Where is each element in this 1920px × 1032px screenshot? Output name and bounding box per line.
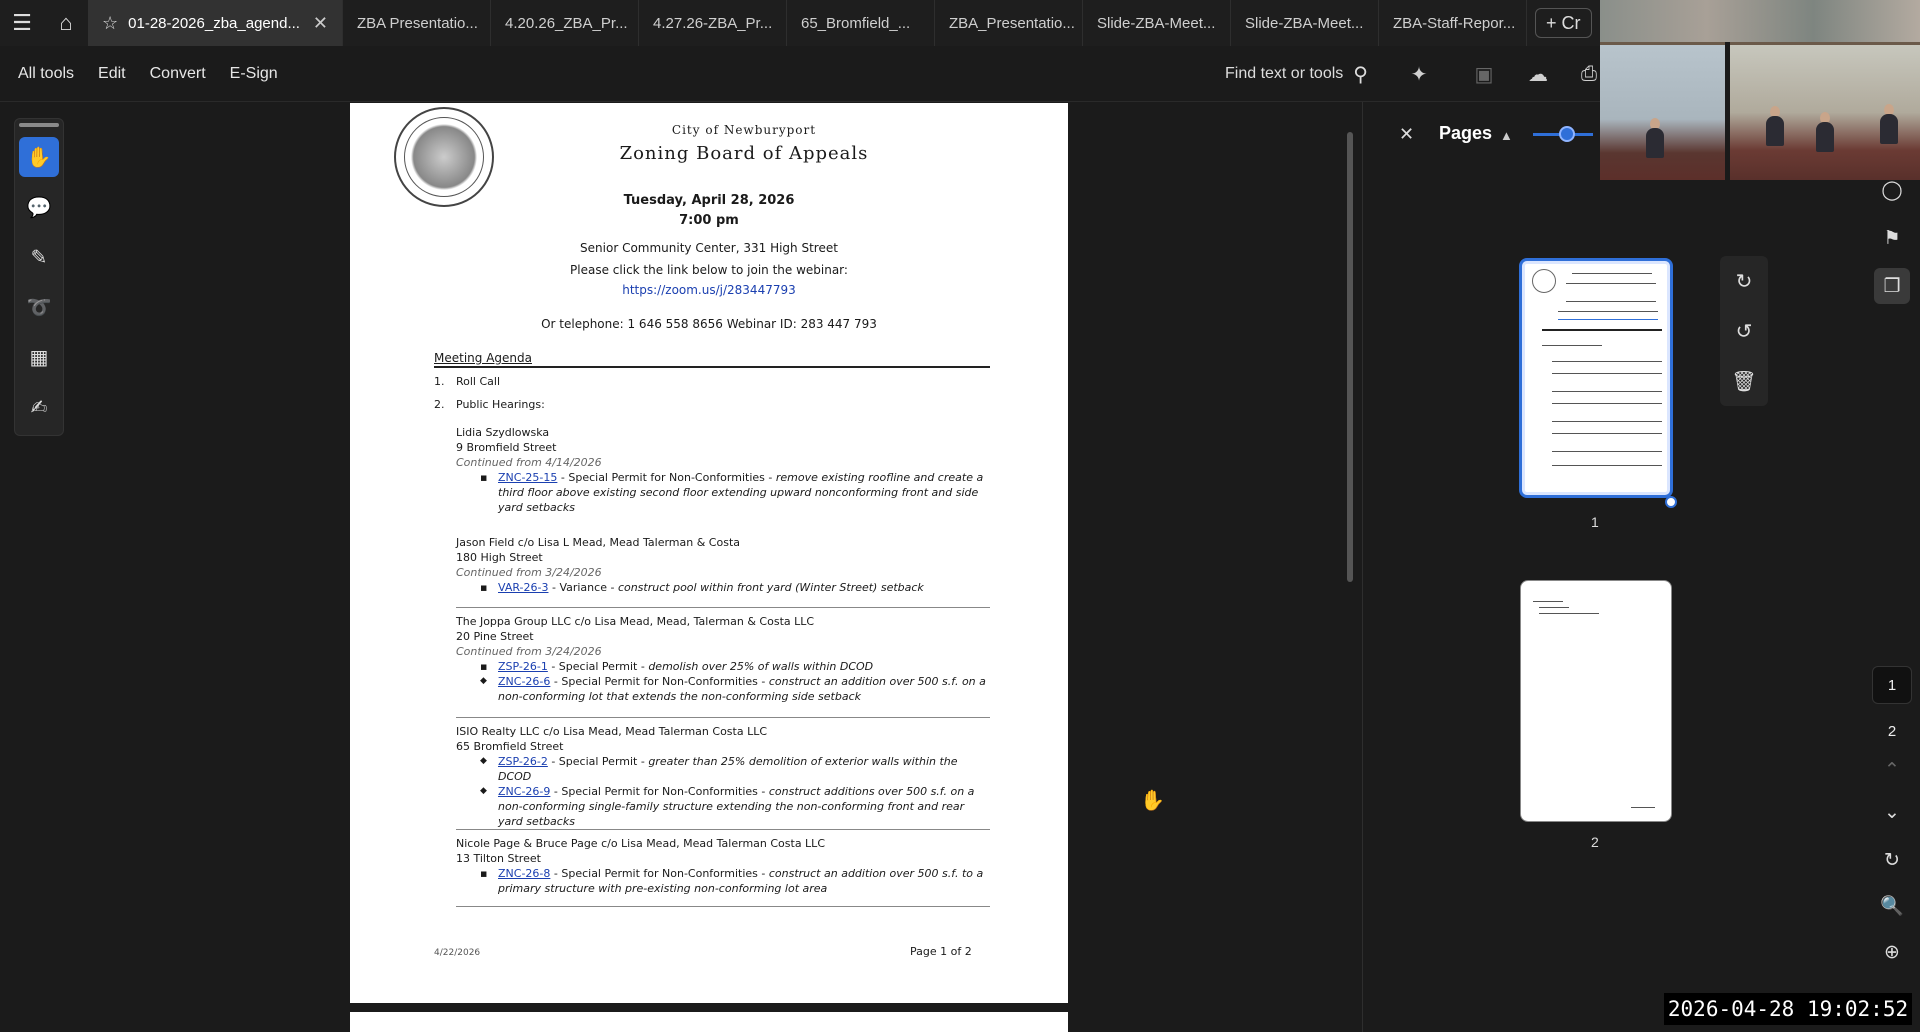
pages-panel (1363, 102, 1855, 1032)
refresh-icon[interactable]: ↻ (1884, 849, 1900, 871)
rotate-counterclockwise-icon[interactable]: ↺ (1735, 320, 1753, 343)
ai-assistant-icon[interactable]: ✦ (1410, 63, 1428, 86)
tab-document[interactable] (787, 0, 935, 46)
meeting-date: Tuesday, April 28, 2026 (623, 193, 795, 208)
hearing-entry (456, 836, 990, 896)
tab-document[interactable] (1379, 0, 1527, 46)
case-type: - Special Permit - (547, 755, 649, 768)
applicant-name: The Joppa Group LLC c/o Lisa Mead, Mead, Talerman & Costa LLC (456, 615, 815, 628)
applicant-name: Lidia Szydlowska (456, 426, 550, 439)
thumb-seal (1532, 269, 1556, 293)
item-number: 1. (434, 375, 445, 388)
thumb-line (1542, 329, 1662, 331)
meeting-time: 7:00 pm (679, 213, 739, 228)
page-thumbnail-1[interactable] (1519, 258, 1673, 498)
board-name: Zoning Board of Appeals (619, 143, 869, 164)
page-number[interactable]: 2 (1887, 722, 1897, 740)
tab-document[interactable] (935, 0, 1083, 46)
upload-cloud-icon[interactable]: ☁ (1528, 63, 1548, 86)
thumb-line (1552, 451, 1662, 452)
highlight-pen-icon[interactable]: ✎ (30, 246, 48, 269)
thumb-line (1552, 361, 1662, 362)
case-code-link[interactable]: VAR-26-3 (498, 581, 549, 594)
lasso-draw-icon[interactable]: ➰ (26, 296, 52, 319)
menu-convert[interactable]: Convert (149, 64, 206, 82)
case-type: - Variance - (548, 581, 618, 594)
tab-title: ZBA-Staff-Repor... (1393, 14, 1516, 32)
delete-page-icon[interactable]: 🗑 (1731, 370, 1757, 393)
case-type: - Special Permit for Non-Conformities - (557, 471, 776, 484)
thumb-line (1552, 421, 1662, 422)
close-tab-icon[interactable]: ✕ (312, 12, 328, 33)
tab-document[interactable] (343, 0, 491, 46)
menu-edit[interactable]: Edit (98, 64, 126, 82)
participant (1646, 128, 1664, 158)
thumbnail-tools (1720, 256, 1768, 406)
join-instructions: Please click the link below to join the webinar: (570, 263, 848, 277)
video-timestamp: 2026-04-28 19:02:52 (1664, 993, 1912, 1025)
left-tools-rail (14, 118, 64, 436)
participant (1766, 116, 1784, 146)
page-search-icon[interactable]: 🔍 (1880, 896, 1904, 917)
star-icon[interactable]: ☆ (102, 12, 119, 33)
panel-options-icon[interactable]: ▲ (1500, 128, 1513, 143)
case-description: construct an addition over 500 s.f. to a primary structure with pre-existing non-conforming lot area (498, 867, 984, 895)
hearing-bullet (480, 580, 990, 595)
page-down-icon[interactable]: ⌄ (1884, 801, 1900, 823)
phone-info: Or telephone: 1 646 558 8656 Webinar ID: 283 447 793 (541, 317, 877, 331)
applicant-address: 65 Bromfield Street (456, 740, 564, 753)
video-strip-top (1600, 0, 1920, 42)
tab-title: 4.27.26-ZBA_Pr... (653, 14, 773, 32)
case-description: construct pool within front yard (Winter Street) setback (617, 581, 924, 594)
home-icon[interactable]: ⌂ (59, 10, 73, 35)
applicant-name: Nicole Page & Bruce Page c/o Lisa Mead, Mead Talerman Costa LLC (456, 837, 825, 850)
case-type: - Special Permit - (547, 660, 649, 673)
tab-title: Slide-ZBA-Meet... (1097, 14, 1216, 32)
tab-document[interactable] (491, 0, 639, 46)
participant (1816, 122, 1834, 152)
city-name: City of Newburyport (671, 123, 817, 137)
thumb-line (1533, 601, 1563, 602)
applicant-address: 9 Bromfield Street (456, 441, 557, 454)
agenda-item (434, 375, 500, 388)
bookmark-icon[interactable]: ⚑ (1883, 227, 1901, 249)
case-description: greater than 25% demolition of exterior walls within the DCOD (498, 755, 958, 783)
meeting-location: Senior Community Center, 331 High Street (580, 241, 838, 255)
thumb-line (1542, 345, 1602, 346)
page-up-icon[interactable]: ⌃ (1884, 759, 1900, 781)
new-tab-button[interactable]: + Cr (1535, 8, 1592, 38)
hearing-entry (456, 535, 990, 595)
tab-title: Slide-ZBA-Meet... (1245, 14, 1364, 32)
document-page-1 (350, 103, 1068, 1003)
pages-panel-title: Pages (1439, 123, 1493, 143)
case-code-link[interactable]: ZNC-26-9 (498, 785, 551, 798)
thumb-line (1552, 391, 1662, 392)
footer-page-number: Page 1 of 2 (910, 945, 972, 958)
footer-date: 4/22/2026 (434, 948, 481, 958)
tab-title: 01-28-2026_zba_agend... (128, 14, 300, 32)
pages-panel-icon[interactable]: ❐ (1874, 268, 1910, 304)
tab-title: 4.20.26_ZBA_Pr... (505, 14, 628, 32)
thumb-line (1558, 311, 1658, 312)
hearing-bullet (480, 754, 990, 784)
tab-title: 65_Bromfield_... (801, 14, 911, 32)
agenda-heading: Meeting Agenda (434, 351, 990, 368)
case-description: remove existing roofline and create a third floor above existing second floor extending upward nonconforming front and side yard setbacks (498, 471, 984, 514)
hearing-entry (456, 724, 990, 829)
divider-line (456, 717, 990, 718)
tab-document[interactable] (1083, 0, 1231, 46)
hearing-entry (456, 425, 990, 515)
applicant-address: 20 Pine Street (456, 630, 534, 643)
case-code-link[interactable]: ZNC-25-15 (498, 471, 558, 484)
case-type: - Special Permit for Non-Conformities - (550, 867, 769, 880)
divider-line (456, 607, 990, 608)
print-icon[interactable]: ⎙ (1581, 62, 1597, 85)
signature-icon[interactable]: ✍ (30, 396, 48, 419)
thumb-line (1631, 807, 1655, 808)
rotate-clockwise-icon[interactable]: ↻ (1735, 270, 1753, 293)
thumb-line (1552, 403, 1662, 404)
hand-tool-icon[interactable]: ✋ (19, 137, 59, 177)
thumbnail-label: 2 (1591, 834, 1599, 850)
close-panel-icon[interactable]: ✕ (1399, 124, 1415, 144)
case-code-link[interactable]: ZNC-26-8 (498, 867, 551, 880)
divider-line (456, 829, 990, 830)
case-code-link[interactable]: ZNC-26-6 (498, 675, 551, 688)
thumb-line (1539, 613, 1599, 614)
video-feed-overlay (1600, 0, 1920, 180)
save-icon[interactable]: ▣ (1474, 63, 1494, 86)
case-type: - Special Permit for Non-Conformities - (550, 785, 769, 798)
text-box-icon[interactable]: ▦ (29, 346, 49, 369)
thumb-line (1572, 273, 1652, 274)
applicant-name: Jason Field c/o Lisa L Mead, Mead Talerman & Costa (456, 536, 740, 549)
hearing-entry (456, 614, 990, 704)
rail-grip[interactable] (19, 123, 59, 127)
tab-title: ZBA Presentatio... (357, 14, 478, 32)
zoom-in-icon[interactable]: ⊕ (1884, 941, 1900, 963)
thumb-line (1552, 373, 1662, 374)
applicant-address: 180 High Street (456, 551, 543, 564)
item-number: 2. (434, 398, 445, 411)
thumb-line (1566, 283, 1656, 284)
tab-active-document[interactable] (88, 0, 343, 46)
page-number-current[interactable]: 1 (1872, 666, 1912, 704)
item-label: Public Hearings: (456, 398, 545, 411)
find-label: Find text or tools (1225, 65, 1344, 82)
divider-line (456, 906, 990, 907)
continued-note: Continued from 4/14/2026 (456, 456, 602, 469)
thumb-line (1566, 301, 1656, 302)
tab-document[interactable] (639, 0, 787, 46)
thumb-line (1539, 607, 1569, 608)
hearing-bullet (480, 659, 990, 674)
applicant-address: 13 Tilton Street (456, 852, 541, 865)
thumb-line (1552, 465, 1662, 466)
webinar-link[interactable]: https://zoom.us/j/283447793 (622, 283, 796, 297)
case-description: construct an addition over 500 s.f. on a non-conforming lot that extends the non-conforming side setback (498, 675, 986, 703)
case-code-link[interactable]: ZSP-26-1 (498, 660, 548, 673)
document-page-2-top (350, 1012, 1068, 1032)
comment-tool-icon[interactable]: 💬 (26, 196, 52, 219)
document-scrollbar[interactable] (1347, 132, 1353, 582)
case-description: construct additions over 500 s.f. on a non-conforming single-family structure extending the non-conforming front and rear yard setbacks (498, 785, 975, 828)
comments-icon[interactable]: ◯ (1881, 179, 1903, 201)
hearing-bullet (480, 674, 990, 704)
menu-all-tools[interactable]: All tools (18, 64, 75, 82)
thumbnail-selection-handle[interactable] (1665, 496, 1677, 508)
menu-e-sign[interactable]: E-Sign (229, 64, 278, 82)
right-rail (1862, 102, 1920, 1032)
continued-note: Continued from 3/24/2026 (456, 645, 602, 658)
thumb-line (1558, 319, 1658, 320)
hearing-bullet (480, 866, 990, 896)
hand-cursor-icon: ✋ (1140, 790, 1165, 812)
participant (1880, 114, 1898, 144)
thumbnail-label: 1 (1591, 514, 1599, 530)
case-type: - Special Permit for Non-Conformities - (550, 675, 769, 688)
hamburger-menu-icon[interactable]: ☰ (12, 10, 32, 35)
video-tile-left (1600, 45, 1725, 180)
thumb-line (1552, 433, 1662, 434)
applicant-name: ISIO Realty LLC c/o Lisa Mead, Mead Talerman Costa LLC (456, 725, 768, 738)
hearing-bullet (480, 784, 990, 829)
search-icon: ⚲ (1353, 63, 1368, 86)
item-label: Roll Call (456, 375, 501, 388)
hearing-bullet (480, 470, 990, 515)
thumbnail-zoom-handle[interactable] (1559, 126, 1575, 142)
case-code-link[interactable]: ZSP-26-2 (498, 755, 548, 768)
tab-document[interactable] (1231, 0, 1379, 46)
page-thumbnail-2[interactable] (1520, 580, 1672, 822)
find-text-or-tools[interactable] (1225, 46, 1368, 102)
agenda-item (434, 398, 545, 411)
continued-note: Continued from 3/24/2026 (456, 566, 602, 579)
case-description: demolish over 25% of walls within DCOD (648, 660, 874, 673)
tab-title: ZBA_Presentatio... (949, 14, 1075, 32)
